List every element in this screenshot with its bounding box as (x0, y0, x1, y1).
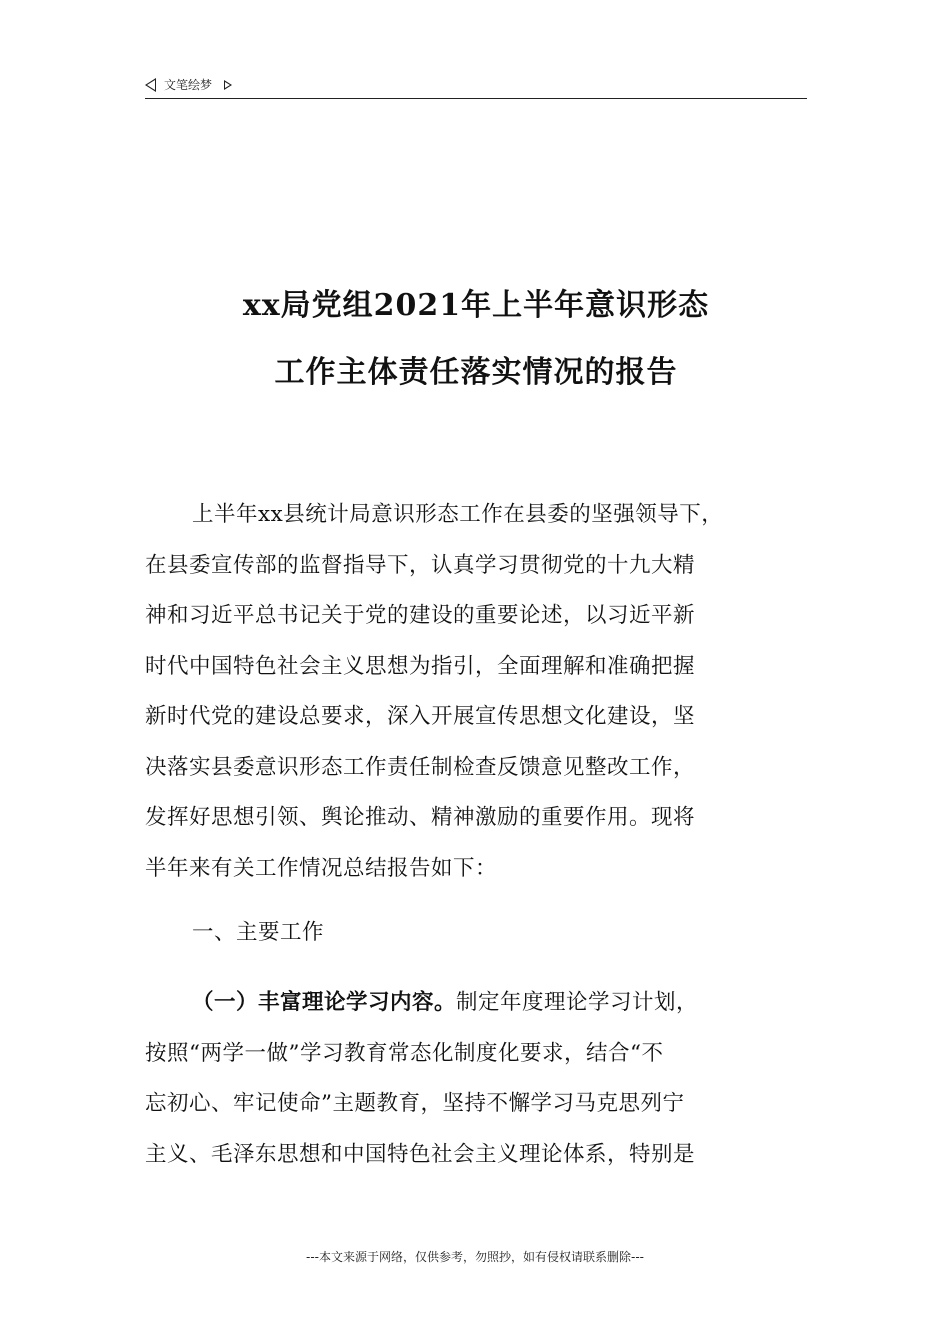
triangle-left-icon (145, 78, 156, 92)
subsection-heading: （一）丰富理论学习内容。 (192, 990, 457, 1015)
header-label: 文笔绘梦 (164, 78, 213, 92)
paragraph-line: 上半年xx县统计局意识形态工作在县委的坚强领导下， (192, 502, 724, 527)
paragraph-line-first (145, 978, 807, 1029)
document-title-line-1: xx局党组2021年上半年意识形态 (242, 288, 710, 323)
paragraph-line: 发挥好思想引领、舆论推动、精神激励的重要作用。现将 (145, 805, 696, 830)
paragraph-line: 忘初心、牢记使命”主题教育，坚持不懈学习马克思列宁 (145, 1091, 685, 1116)
paragraph-line: 神和习近平总书记关于党的建设的重要论述，以习近平新 (145, 603, 696, 628)
paragraph-line: 新时代党的建设总要求，深入开展宣传思想文化建设，坚 (145, 704, 696, 729)
triangle-right-icon (224, 80, 232, 90)
paragraph-intro (145, 490, 807, 894)
header-label-group (145, 76, 232, 94)
section-heading-text: 一、主要工作 (192, 920, 325, 945)
paragraph-line: 时代中国特色社会主义思想为指引，全面理解和准确把握 (145, 653, 696, 679)
paragraph-line: 按照“两学一做”学习教育常态化制度化要求，结合“不 (145, 1040, 664, 1066)
page-footer-disclaimer: ---本文来源于网络，仅供参考，勿照抄，如有侵权请联系删除--- (306, 1250, 644, 1264)
paragraph-line: 在县委宣传部的监督指导下，认真学习贯彻党的十九大精 (145, 552, 696, 578)
document-title-line-2: 工作主体责任落实情况的报告 (274, 355, 678, 390)
paragraph-line-rest: 制定年度理论学习计划， (456, 990, 699, 1015)
paragraph-theory-study (145, 978, 807, 1180)
paragraph-line: 半年来有关工作情况总结报告如下： (145, 855, 498, 881)
section-heading (145, 908, 807, 959)
paragraph-line: 决落实县委意识形态工作责任制检查反馈意见整改工作， (145, 754, 696, 780)
paragraph-line: 主义、毛泽东思想和中国特色社会主义理论体系，特别是 (145, 1141, 696, 1167)
page-header (145, 76, 807, 99)
